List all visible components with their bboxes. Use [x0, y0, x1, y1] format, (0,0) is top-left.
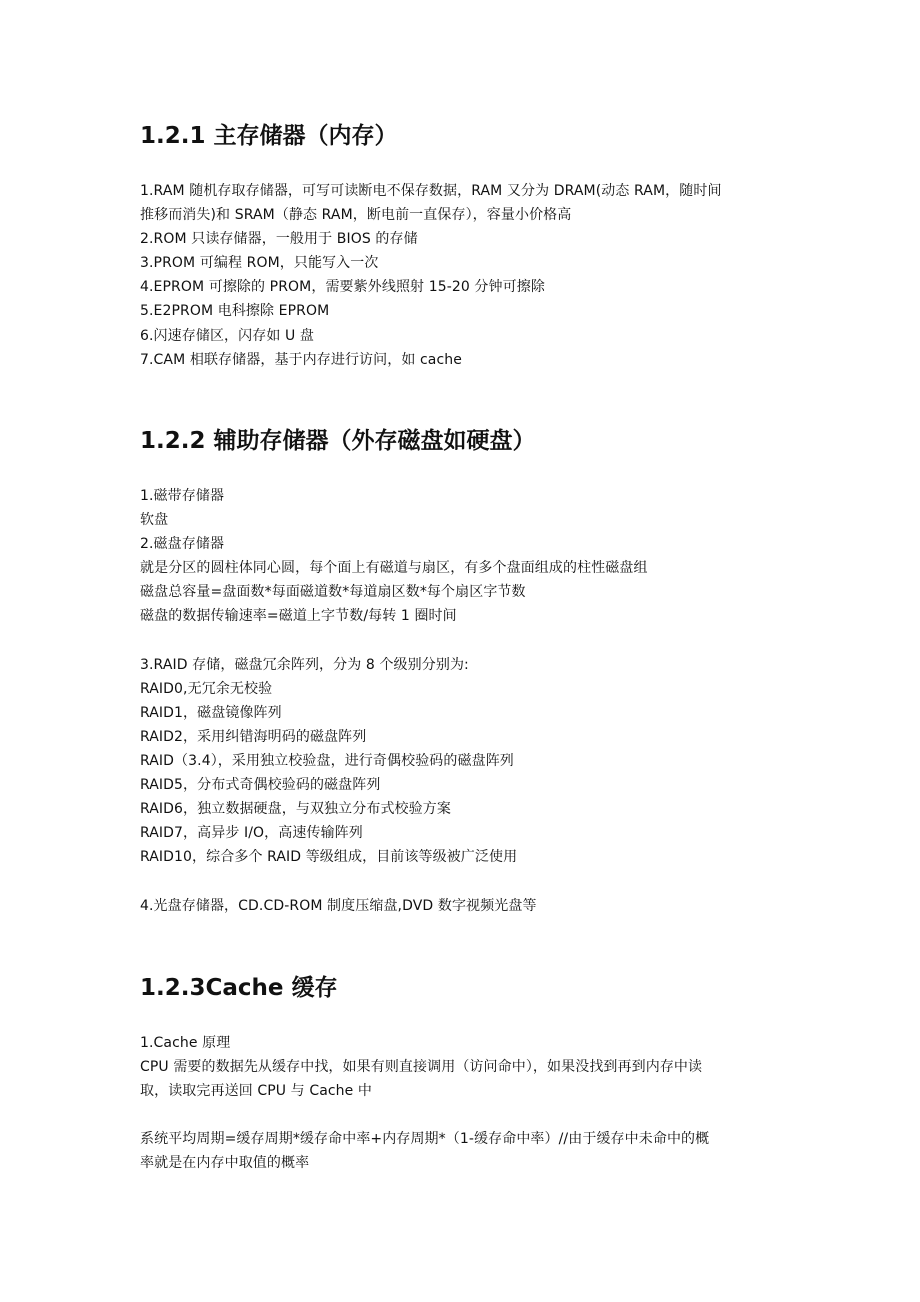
section-body [140, 484, 648, 918]
blank-line [140, 870, 648, 894]
text-line: RAID6，独立数据硬盘，与双独立分布式校验方案 [140, 801, 451, 818]
blank-line [140, 1103, 709, 1127]
text-line: 磁盘总容量=盘面数*每面磁道数*每道扇区数*每个扇区字节数 [140, 584, 526, 601]
blank-line [140, 629, 648, 653]
text-line: RAID（3.4），采用独立校验盘，进行奇偶校验码的磁盘阵列 [140, 753, 514, 770]
text-line: 系统平均周期=缓存周期*缓存命中率+内存周期*（1-缓存命中率）//由于缓存中未命中的概 [140, 1131, 710, 1148]
text-line: RAID5，分布式奇偶校验码的磁盘阵列 [140, 777, 381, 794]
text-line: 2.磁盘存储器 [140, 536, 225, 553]
section-heading: 1.2.1 主存储器（内存） [140, 123, 398, 149]
text-line: RAID0,无冗余无校验 [140, 680, 273, 697]
text-line: 1.磁带存储器 [140, 488, 225, 504]
text-line: RAID10，综合多个 RAID 等级组成，目前该等级被广泛使用 [140, 849, 518, 866]
text-line: 软盘 [140, 512, 169, 529]
section-body [140, 1031, 709, 1176]
text-line: 5.E2PROM 电科擦除 EPROM [140, 303, 330, 320]
text-line: 4.光盘存储器，CD.CD-ROM 制度压缩盘,DVD 数字视频光盘等 [140, 897, 537, 914]
text-line: 4.EPROM 可擦除的 PROM，需要紫外线照射 15-20 分钟可擦除 [140, 279, 545, 296]
text-line: 率就是在内存中取值的概率 [140, 1155, 310, 1172]
text-line: 2.ROM 只读存储器，一般用于 BIOS 的存储 [140, 231, 418, 248]
text-line: RAID7，高异步 I/O，高速传输阵列 [140, 825, 363, 842]
text-line: 1.RAM 随机存取存储器，可写可读断电不保存数据，RAM 又分为 DRAM(动态 RAM，随时间 [140, 183, 722, 199]
text-line: RAID2，采用纠错海明码的磁盘阵列 [140, 728, 367, 745]
section-body [140, 179, 722, 372]
text-line: 推移而消失)和 SRAM（静态 RAM，断电前一直保存），容量小价格高 [140, 207, 572, 224]
text-line: CPU 需要的数据先从缓存中找，如果有则直接调用（访问命中），如果没找到再到内存中读 [140, 1059, 703, 1076]
text-line: 3.RAID 存储，磁盘冗余阵列，分为 8 个级别分别为: [140, 656, 469, 673]
text-line: 6.闪速存储区，闪存如 U 盘 [140, 327, 315, 344]
text-line: 就是分区的圆柱体同心圆，每个面上有磁道与扇区，有多个盘面组成的柱性磁盘组 [140, 560, 648, 577]
text-line: 3.PROM 可编程 ROM，只能写入一次 [140, 255, 379, 272]
text-line: 磁盘的数据传输速率=磁道上字节数/每转 1 圈时间 [140, 608, 457, 625]
text-line: 1.Cache 原理 [140, 1035, 231, 1051]
text-line: RAID1，磁盘镜像阵列 [140, 704, 282, 721]
text-line: 取，读取完再送回 CPU 与 Cache 中 [140, 1083, 373, 1100]
text-line: 7.CAM 相联存储器，基于内存进行访问，如 cache [140, 351, 462, 368]
section-heading: 1.2.3Cache 缓存 [140, 975, 338, 1001]
section-heading: 1.2.2 辅助存储器（外存磁盘如硬盘） [140, 428, 536, 454]
